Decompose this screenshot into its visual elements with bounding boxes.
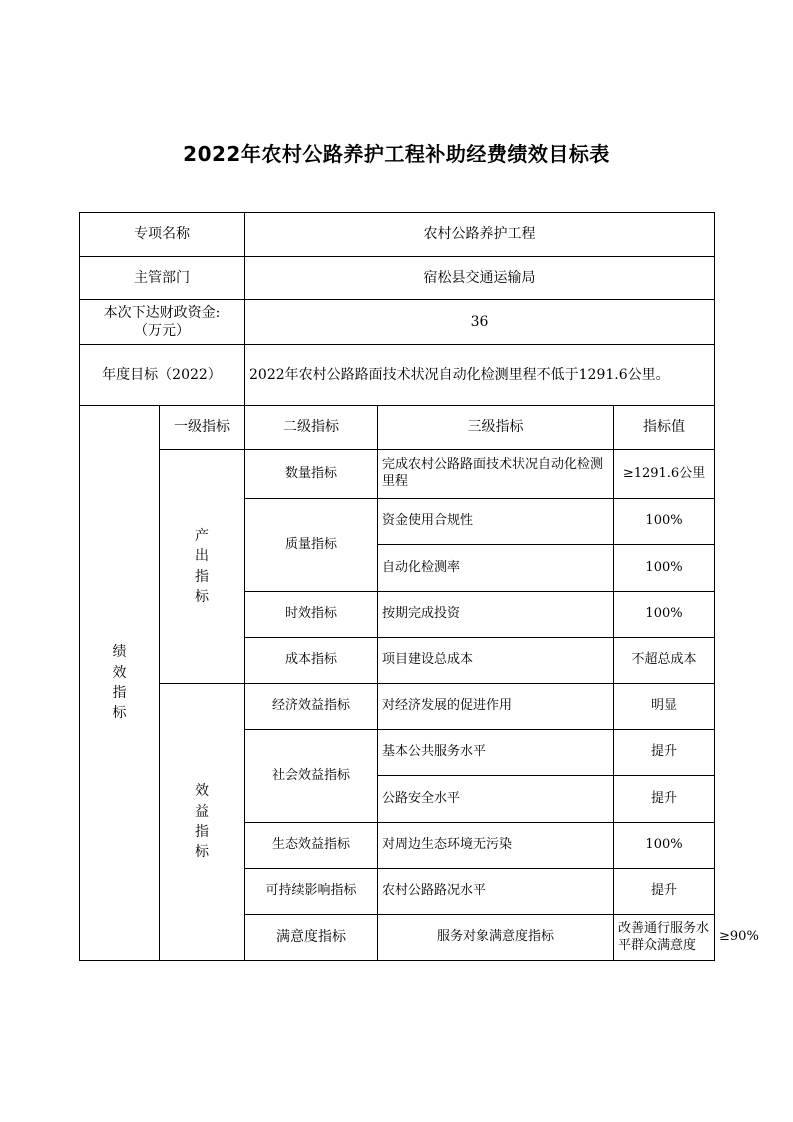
- project-name-value: 农村公路养护工程: [245, 213, 715, 257]
- ecological-indicator-item: 对周边生态环境无污染: [378, 823, 614, 869]
- project-name-label: 专项名称: [80, 213, 245, 257]
- benefit-indicator-group: [160, 684, 245, 961]
- quality-indicator-value1: 100%: [614, 499, 715, 545]
- performance-indicator-group: [80, 406, 160, 961]
- quantity-indicator-item: 完成农村公路路面技术状况自动化检测里程: [378, 450, 614, 499]
- quantity-indicator-label: 数量指标: [245, 450, 378, 499]
- table-row: [80, 684, 715, 730]
- column-level2: 二级指标: [245, 406, 378, 450]
- column-level1: 一级指标: [160, 406, 245, 450]
- column-level3: 三级指标: [378, 406, 614, 450]
- table-row: [80, 450, 715, 499]
- indicator-header-row: [80, 406, 715, 450]
- funds-value: 36: [245, 300, 715, 345]
- department-value: 宿松县交通运输局: [245, 257, 715, 300]
- ecological-indicator-value: 100%: [614, 823, 715, 869]
- funds-row: [80, 300, 715, 345]
- satisfaction-indicator-item: 改善通行服务水平群众满意度: [614, 915, 715, 961]
- annual-goal-row: [80, 345, 715, 406]
- sustainable-indicator-value: 提升: [614, 869, 715, 915]
- sustainable-indicator-item: 农村公路路况水平: [378, 869, 614, 915]
- page-title: 2022年农村公路养护工程补助经费绩效目标表: [183, 142, 610, 166]
- performance-indicator-label: 绩效指标: [112, 644, 127, 722]
- department-label: 主管部门: [80, 257, 245, 300]
- sustainable-indicator-label: 可持续影响指标: [245, 869, 378, 915]
- cost-indicator-item: 项目建设总成本: [378, 638, 614, 684]
- satisfaction-indicator-label: 满意度指标: [245, 915, 378, 961]
- social-indicator-value1: 提升: [614, 730, 715, 776]
- annual-goal-label: 年度目标（2022）: [80, 345, 245, 406]
- satisfaction-sub-label: 服务对象满意度指标: [378, 915, 614, 961]
- timeliness-indicator-item: 按期完成投资: [378, 592, 614, 638]
- column-value: 指标值: [614, 406, 715, 450]
- output-indicator-group: [160, 450, 245, 684]
- social-indicator-item2: 公路安全水平: [378, 776, 614, 823]
- table-row: 满意度指标 服务对象满意度指标 改善通行服务水平群众满意度 ≥90%: [80, 915, 715, 961]
- social-indicator-item1: 基本公共服务水平: [378, 730, 614, 776]
- department-row: [80, 257, 715, 300]
- social-indicator-label: 社会效益指标: [245, 730, 378, 823]
- timeliness-indicator-label: 时效指标: [245, 592, 378, 638]
- cost-indicator-value: 不超总成本: [614, 638, 715, 684]
- economic-indicator-item: 对经济发展的促进作用: [378, 684, 614, 730]
- funds-label-line2: （万元）: [134, 323, 190, 339]
- output-indicator-label: 产出指标: [195, 527, 209, 605]
- economic-indicator-label: 经济效益指标: [245, 684, 378, 730]
- quality-indicator-item1: 资金使用合规性: [378, 499, 614, 545]
- quality-indicator-item2: 自动化检测率: [378, 545, 614, 592]
- quantity-indicator-value: ≥1291.6公里: [614, 450, 715, 499]
- project-name-row: [80, 213, 715, 257]
- social-indicator-value2: 提升: [614, 776, 715, 823]
- funds-label-line1: 本次下达财政资金:: [103, 304, 221, 321]
- annual-goal-value: 2022年农村公路路面技术状况自动化检测里程不低于1291.6公里。: [245, 345, 715, 406]
- economic-indicator-value: 明显: [614, 684, 715, 730]
- benefit-indicator-label: 效益指标: [195, 783, 209, 861]
- cost-indicator-label: 成本指标: [245, 638, 378, 684]
- ecological-indicator-label: 生态效益指标: [245, 823, 378, 869]
- quality-indicator-value2: 100%: [614, 545, 715, 592]
- timeliness-indicator-value: 100%: [614, 592, 715, 638]
- performance-target-table: [79, 212, 759, 961]
- funds-label: [80, 300, 245, 345]
- quality-indicator-label: 质量指标: [245, 499, 378, 592]
